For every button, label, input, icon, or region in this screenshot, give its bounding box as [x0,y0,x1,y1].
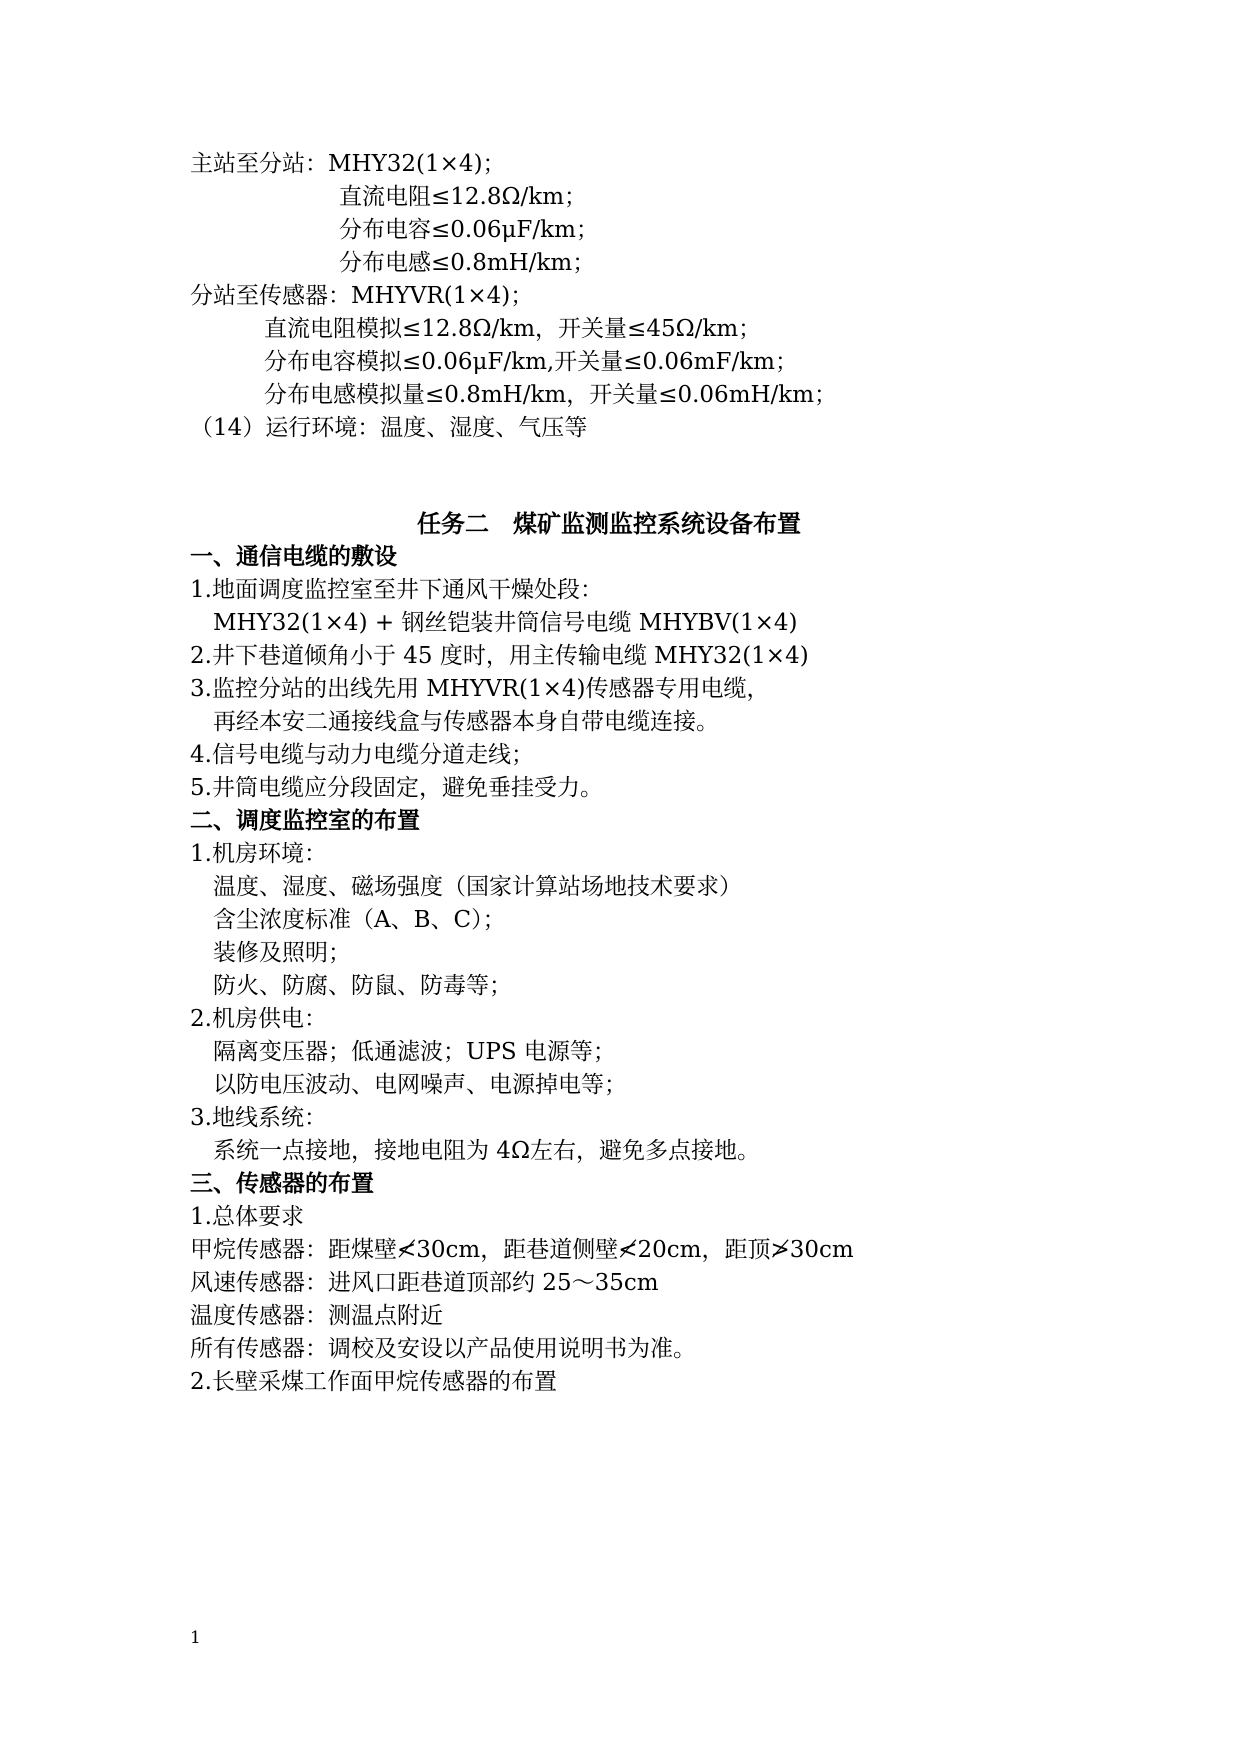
control-room-item-2: 2.机房供电： [190,1006,327,1032]
sensor-layout-heading: 三、传感器的布置 [190,1170,374,1197]
substation-to-sensor-dc-resistance: 直流电阻模拟≤12.8Ω/km，开关量≤45Ω/km； [264,316,762,342]
cable-laying-heading: 一、通信电缆的敷设 [190,543,397,570]
page-number: 1 [190,1628,201,1648]
all-sensors-line: 所有传感器：调校及安设以产品使用说明书为准。 [190,1336,696,1362]
cable-item-4: 4.信号电缆与动力电缆分道走线； [190,742,534,768]
substation-to-sensor-line: 分站至传感器：MHYVR(1×4)； [190,283,534,309]
operating-environment-line: （14）运行环境：温度、湿度、气压等 [190,415,588,441]
cable-item-5: 5.井筒电缆应分段固定，避免垂挂受力。 [190,775,603,801]
control-room-item-1-a: 温度、湿度、磁场强度（国家计算站场地技术要求） [213,874,742,900]
control-room-item-2-a: 隔离变压器；低通滤波；UPS 电源等； [213,1039,616,1065]
main-to-substation-dc-resistance: 直流电阻≤12.8Ω/km； [339,184,588,210]
control-room-heading: 二、调度监控室的布置 [190,807,420,834]
substation-to-sensor-capacitance: 分布电容模拟≤0.06μF/km,开关量≤0.06mF/km； [264,349,798,375]
sensor-item-1: 1.总体要求 [190,1204,304,1230]
methane-sensor-line: 甲烷传感器：距煤壁≮30cm，距巷道侧壁≮20cm，距顶≯30cm [190,1237,854,1263]
control-room-item-3-a: 系统一点接地，接地电阻为 4Ω左右，避免多点接地。 [213,1138,761,1164]
temperature-sensor-line: 温度传感器：测温点附近 [190,1303,443,1329]
sensor-item-2: 2.长壁采煤工作面甲烷传感器的布置 [190,1369,557,1395]
cable-item-1: 1.地面调度监控室至井下通风干燥处段： [190,577,603,603]
main-to-substation-inductance: 分布电感≤0.8mH/km； [339,250,596,276]
main-to-substation-line: 主站至分站：MHY32(1×4)； [190,151,506,177]
cable-item-3: 3.监控分站的出线先用 MHYVR(1×4)传感器专用电缆， [190,676,770,702]
control-room-item-1-d: 防火、防腐、防鼠、防毒等； [213,973,512,999]
main-to-substation-capacitance: 分布电容≤0.06μF/km； [339,217,599,243]
control-room-item-1: 1.机房环境： [190,841,327,867]
substation-to-sensor-inductance: 分布电感模拟量≤0.8mH/km，开关量≤0.06mH/km； [264,382,838,408]
cable-item-1-detail: MHY32(1×4) + 钢丝铠装井筒信号电缆 MHYBV(1×4) [213,610,798,636]
control-room-item-2-b: 以防电压波动、电网噪声、电源掉电等； [213,1072,627,1098]
cable-item-3-continued: 再经本安二通接线盒与传感器本身自带电缆连接。 [213,709,719,735]
task-title: 任务二 煤矿监测监控系统设备布置 [417,509,801,538]
control-room-item-1-b: 含尘浓度标准（A、B、C）； [213,907,506,933]
control-room-item-3: 3.地线系统： [190,1105,327,1131]
control-room-item-1-c: 装修及照明； [213,940,351,966]
wind-speed-sensor-line: 风速传感器：进风口距巷道顶部约 25～35cm [190,1270,659,1296]
cable-item-2: 2.井下巷道倾角小于 45 度时，用主传输电缆 MHY32(1×4) [190,643,809,669]
